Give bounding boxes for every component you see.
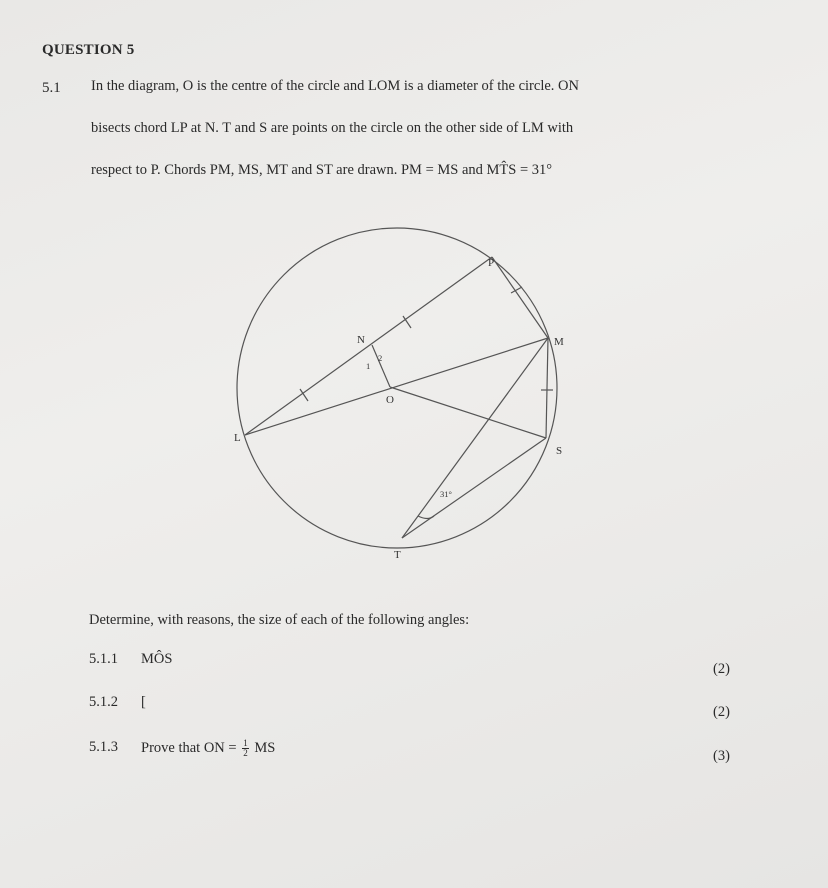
subquestion-3-text-before: Prove that ON = — [141, 739, 237, 756]
subquestion-3-text-after: MS — [254, 739, 276, 756]
subquestion-marks-1: (2) — [713, 661, 730, 677]
problem-text-line-2: bisects chord LP at N. T and S are points on the circle on the other side of LM with — [91, 120, 574, 136]
subquestion-number-1: 5.1.1 — [89, 651, 118, 667]
label-l: L — [234, 432, 241, 444]
subquestion-number-2: 5.1.2 — [89, 694, 118, 710]
problem-text-line-3: respect to P. Chords PM, MS, MT and ST are drawn. PM = MS and MT̂S = 31° — [91, 162, 553, 178]
label-n: N — [357, 334, 365, 346]
chord-pm — [492, 257, 548, 338]
problem-text-line-1: In the diagram, O is the centre of the circle and LOM is a diameter of the circle. ON — [91, 78, 579, 94]
subquestion-text-1: MÔS — [141, 651, 173, 667]
label-angle-n2: 2 — [378, 353, 383, 363]
label-p: P — [488, 257, 495, 269]
label-angle-31: 31° — [440, 489, 452, 499]
label-t: T — [394, 549, 401, 561]
segment-os — [390, 387, 546, 438]
label-angle-n1: 1 — [366, 361, 371, 371]
label-o: O — [386, 394, 394, 406]
question-number: 5.1 — [42, 80, 61, 96]
fraction-numerator: 1 — [243, 738, 248, 748]
instruction-text: Determine, with reasons, the size of each of the following angles: — [89, 612, 470, 628]
fraction-one-half — [242, 739, 249, 758]
chord-ts — [402, 438, 546, 538]
label-s: S — [556, 445, 563, 457]
chord-ms — [546, 338, 548, 438]
subquestion-text-3 — [141, 739, 275, 758]
segment-on — [372, 345, 390, 387]
diameter-lom — [245, 338, 548, 435]
label-m: M — [554, 336, 564, 348]
subquestion-number-3: 5.1.3 — [89, 739, 118, 755]
question-heading: QUESTION 5 — [42, 42, 135, 58]
circle-geometry-diagram — [220, 225, 580, 575]
chord-mt — [402, 338, 548, 538]
subquestion-marks-3: (3) — [713, 748, 730, 764]
fraction-denominator: 2 — [243, 748, 248, 758]
circle — [237, 228, 557, 548]
subquestion-text-2: [ — [141, 694, 146, 710]
subquestion-marks-2: (2) — [713, 704, 730, 720]
angle-arc-mts — [418, 516, 434, 519]
